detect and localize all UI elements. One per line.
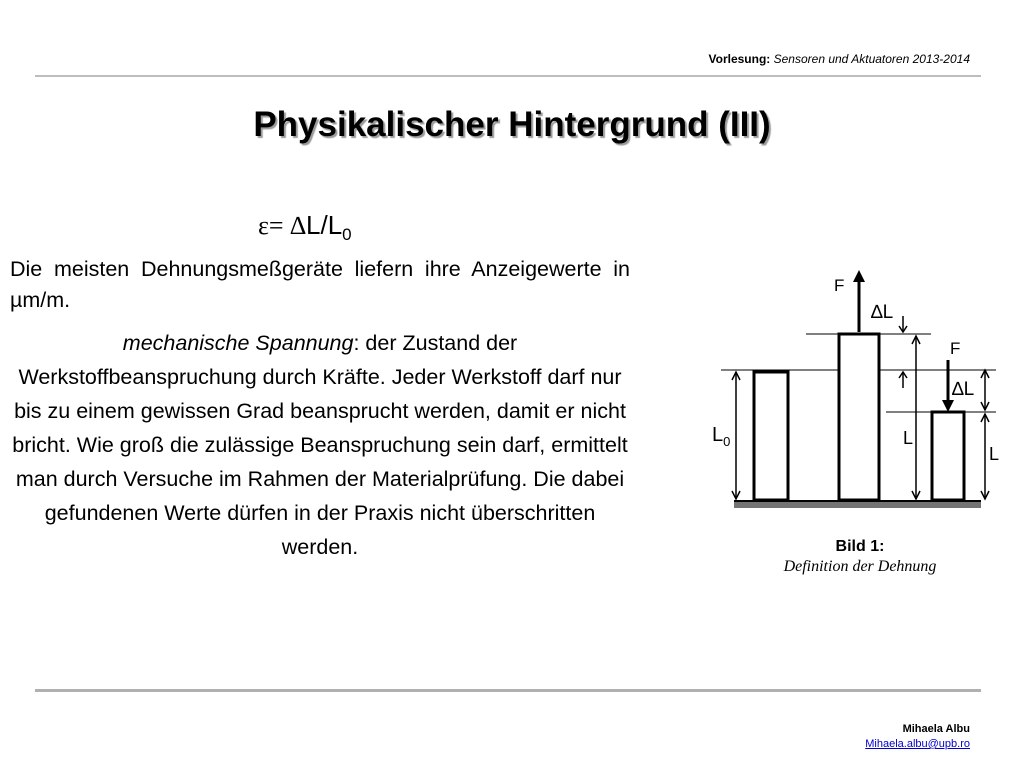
label-delta-l-elongated: ∆L bbox=[871, 302, 894, 323]
label-L0 bbox=[712, 424, 730, 449]
label-L-elongated: L bbox=[903, 428, 914, 448]
label-L0-sub: 0 bbox=[723, 434, 731, 449]
caption-title: Bild 1: bbox=[835, 538, 885, 555]
ground-base bbox=[734, 501, 981, 508]
term-mechanical-stress: mechanische Spannung bbox=[122, 331, 354, 355]
slide-title: Physikalischer Hintergrund (III) bbox=[253, 105, 771, 144]
paragraph-mechanical-stress-text: : der Zustand der Werkstoffbeanspruchung durch Kräfte. Jeder Werkstoff darf nur bis zu einem gewissen Grad beansprucht werden, damit er nicht bricht. Wie groß die zulässige Beanspruchung sein darf, ermittelt man durch Versuche im Rahmen der Materialprüfung. Die dabei gefundenen Werte dürfen in der Praxis nicht überschritten werden. bbox=[12, 331, 628, 559]
label-delta-l-compressed: ∆L bbox=[952, 379, 975, 400]
bar-compressed bbox=[932, 412, 964, 500]
bottom-divider bbox=[35, 689, 981, 692]
bar-original bbox=[754, 372, 788, 500]
label-force-down: F bbox=[950, 339, 961, 358]
formula-sub: 0 bbox=[342, 225, 352, 245]
dimension-dL-compressed bbox=[981, 370, 989, 410]
paragraph-mechanical-stress bbox=[10, 326, 630, 564]
label-L-compressed: L bbox=[989, 444, 1000, 464]
paragraph-units: Die meisten Dehnungsmeßgeräte liefern ihre Anzeigewerte in µm/m. bbox=[10, 257, 630, 312]
bar-elongated bbox=[839, 334, 879, 500]
header-course: Sensoren und Aktuatoren 2013-2014 bbox=[773, 52, 970, 66]
label-L0-main: L bbox=[712, 424, 724, 446]
author-email-link[interactable]: Mihaela.albu@upb.ro bbox=[865, 738, 970, 750]
label-force-up: F bbox=[834, 276, 845, 295]
author-name: Mihaela Albu bbox=[902, 723, 970, 735]
force-arrow-up bbox=[853, 270, 865, 332]
dimension-L-elongated bbox=[912, 336, 920, 499]
footer-author bbox=[865, 722, 970, 752]
formula-delta: ∆ bbox=[290, 211, 307, 240]
figure-caption bbox=[760, 538, 960, 576]
dimension-dL-elongated bbox=[899, 316, 907, 388]
formula-lhs: ε= bbox=[258, 211, 284, 240]
strain-formula bbox=[258, 210, 352, 245]
dimension-L0 bbox=[732, 372, 740, 499]
formula-body: L/L bbox=[306, 210, 343, 240]
header-course-info bbox=[709, 52, 971, 66]
caption-subtitle: Definition der Dehnung bbox=[783, 558, 937, 575]
dimension-L-compressed bbox=[981, 414, 989, 499]
header-label: Vorlesung: bbox=[708, 52, 771, 66]
top-divider bbox=[35, 75, 981, 77]
